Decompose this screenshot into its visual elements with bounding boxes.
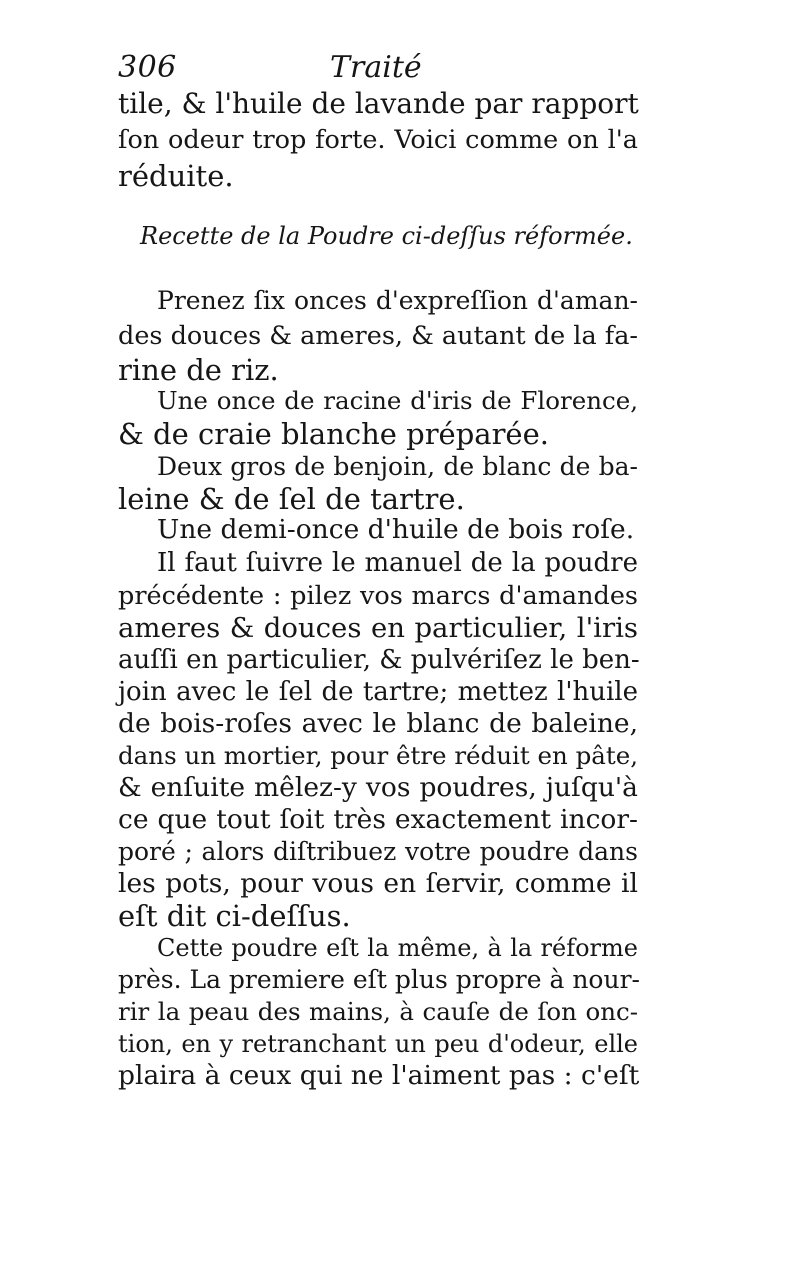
text-line: tile, & l'huile de lavande par rapport bbox=[118, 87, 639, 120]
text-line: auſſi en particulier, & pulvériſez le ben- bbox=[118, 645, 640, 675]
text-line: leine & de ſel de tartre. bbox=[118, 482, 465, 516]
text-line: des douces & ameres, & autant de la fa- bbox=[118, 321, 639, 351]
text-line: de bois-roſes avec le blanc de baleine, bbox=[118, 708, 638, 739]
text-line: rine de riz. bbox=[118, 353, 279, 387]
text-line: réduite. bbox=[118, 159, 234, 193]
text-line: ſon odeur trop forte. Voici comme on l'a bbox=[118, 125, 638, 155]
text-line: & enſuite mêlez-y vos poudres, juſqu'à bbox=[118, 772, 638, 803]
text-line: dans un mortier, pour être réduit en pâte, bbox=[118, 741, 638, 770]
section-heading: Recette de la Poudre ci-deſſus réformée. bbox=[140, 222, 633, 250]
text-line: Il faut ſuivre le manuel de la poudre bbox=[157, 548, 638, 578]
text-line: Une demi-once d'huile de bois roſe. bbox=[157, 514, 635, 545]
page-number: 306 bbox=[118, 50, 177, 85]
text-line: poré ; alors diſtribuez votre poudre dans bbox=[118, 837, 638, 866]
running-title: Traité bbox=[330, 50, 422, 85]
text-line: rir la peau des mains, à cauſe de ſon onc- bbox=[118, 997, 638, 1026]
text-line: Cette poudre eſt la même, à la réforme bbox=[157, 934, 638, 962]
text-line: Prenez ſix onces d'expreſſion d'aman- bbox=[157, 286, 638, 315]
text-line: près. La premiere eſt plus propre à nour- bbox=[118, 965, 640, 994]
text-line: tion, en y retranchant un peu d'odeur, elle bbox=[118, 1030, 638, 1058]
text-line: eſt dit ci-deſſus. bbox=[118, 899, 351, 933]
text-line: Une once de racine d'iris de Florence, bbox=[157, 386, 638, 415]
text-line: Deux gros de benjoin, de blanc de ba- bbox=[157, 452, 638, 481]
text-line: join avec le ſel de tartre; mettez l'huile bbox=[118, 677, 638, 707]
text-line: plaira à ceux qui ne l'aiment pas : c'eſt bbox=[118, 1060, 640, 1091]
text-line: ameres & douces en particulier, l'iris bbox=[118, 612, 638, 644]
text-line: & de craie blanche préparée. bbox=[118, 417, 549, 451]
text-line: ce que tout ſoit très exactement incor- bbox=[118, 804, 638, 835]
text-line: les pots, pour vous en ſervir, comme il bbox=[118, 868, 638, 899]
text-line: précédente : pilez vos marcs d'amandes bbox=[118, 581, 638, 611]
